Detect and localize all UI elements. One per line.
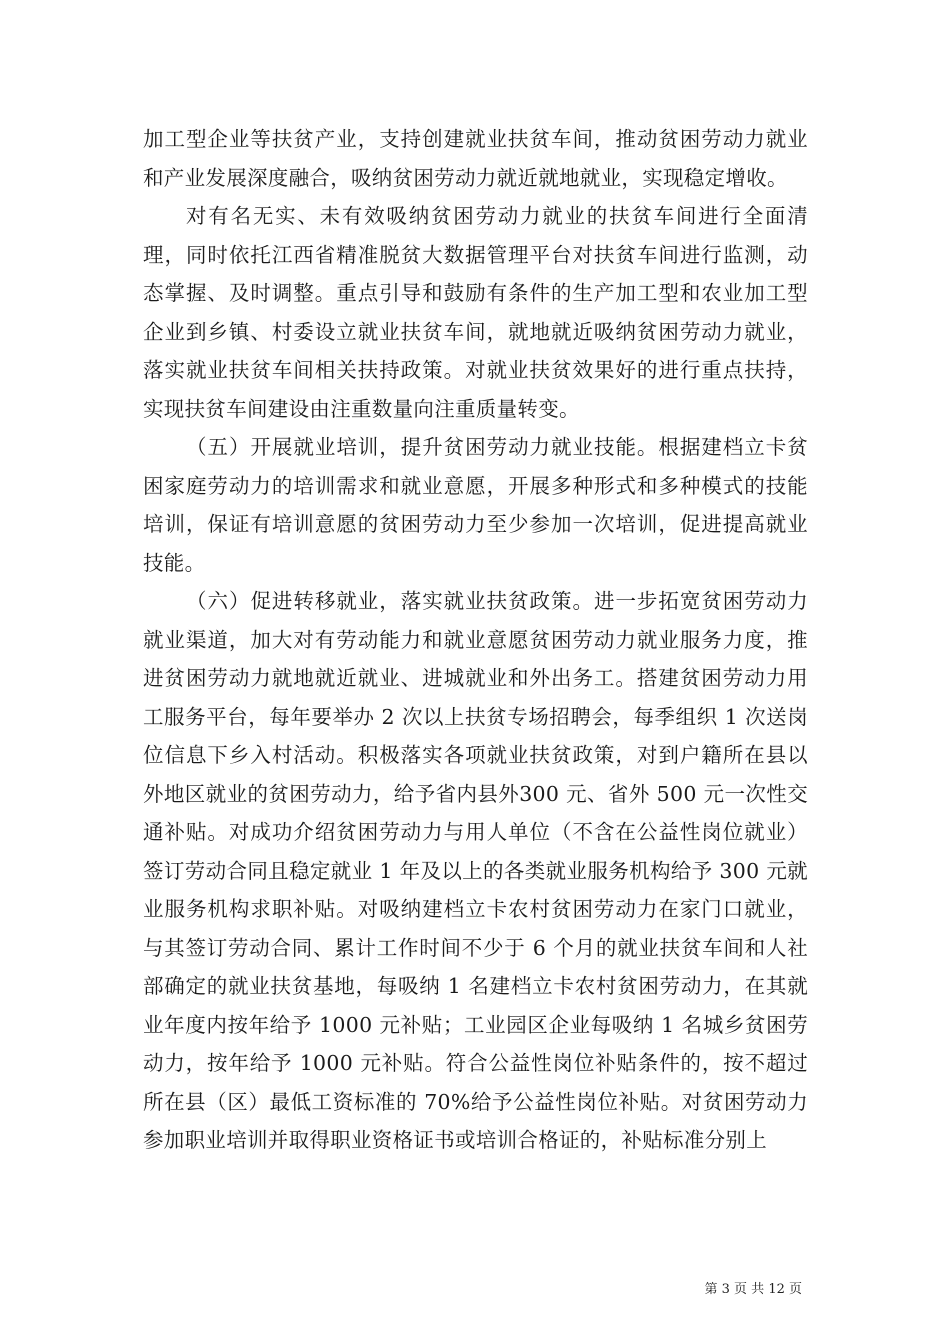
page-number-footer: 第 3 页 共 12 页 — [704, 1282, 802, 1297]
paragraph-workshop-cleanup: 对有名无实、未有效吸纳贫困劳动力就业的扶贫车间进行全面清理，同时依托江西省精准脱贫大数据管理平台对扶贫车间进行监测，动态掌握、及时调整。重点引导和鼓励有条件的生产加工型和农业加工型企业到乡镇、村委设立就业扶贫车间，就地就近吸纳贫困劳动力就业，落实就业扶贫车间相关扶持政策。对就业扶贫效果好的进行重点扶持，实现扶贫车间建设由注重数量向注重质量转变。 — [143, 204, 808, 421]
paragraph-section-5-training: （五）开展就业培训，提升贫困劳动力就业技能。根据建档立卡贫困家庭劳动力的培训需求和就业意愿，开展多种形式和多种模式的技能培训，保证有培训意愿的贫困劳动力至少参加一次培训，促进提高就业技能。 — [143, 435, 808, 575]
document-body — [143, 120, 808, 1160]
paragraph-section-6-transfer-employment: （六）促进转移就业，落实就业扶贫政策。进一步拓宽贫困劳动力就业渠道，加大对有劳动能力和就业意愿贫困劳动力就业服务力度，推进贫困劳动力就地就近就业、进城就业和外出务工。搭建贫困劳动力用工服务平台，每年要举办 2 次以上扶贫专场招聘会，每季组织 1 次送岗位信息下乡入村活动。积极落实各项就业扶贫政策，对到户籍所在县以外地区就业的贫困劳动力，给予省内县外300 元、省外 500 元一次性交通补贴。对成功介绍贫困劳动力与用人单位（不含在公益性岗位就业）签订劳动合同且稳定就业 1 年及以上的各类就业服务机构给予 300 元就业服务机构求职补贴。对吸纳建档立卡农村贫困劳动力在家门口就业，与其签订劳动合同、累计工作时间不少于 6 个月的就业扶贫车间和人社部确定的就业扶贫基地，每吸纳 1 名建档立卡农村贫困劳动力，在其就业年度内按年给予 1000 元补贴；工业园区企业每吸纳 1 名城乡贫困劳动力，按年给予 1000 元补贴。符合公益性岗位补贴条件的，按不超过所在县（区）最低工资标准的 70%给予公益性岗位补贴。对贫困劳动力参加职业培训并取得职业资格证书或培训合格证的，补贴标准分别上 — [143, 589, 808, 1152]
paragraph-continuation: 加工型企业等扶贫产业，支持创建就业扶贫车间，推动贫困劳动力就业和产业发展深度融合，吸纳贫困劳动力就近就地就业，实现稳定增收。 — [143, 127, 808, 190]
